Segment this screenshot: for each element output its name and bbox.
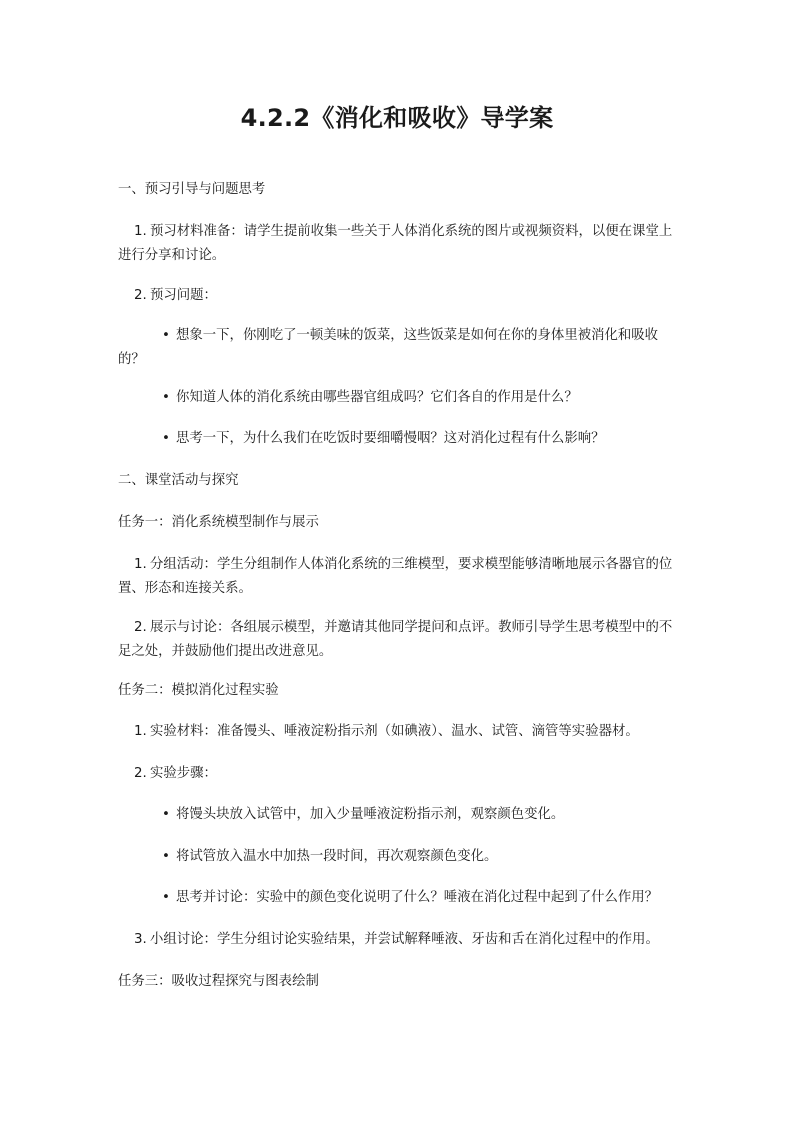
bullet-text: 将馒头块放入试管中，加入少量唾液淀粉指示剂，观察颜色变化。 <box>176 807 565 822</box>
list-item-group-discussion <box>118 928 678 952</box>
bullet-item <box>118 803 678 827</box>
bullet-text: 想象一下，你刚吃了一顿美味的饭菜，这些饭菜是如何在你的身体里被消化和吸收的？ <box>118 328 659 367</box>
list-item-text: 分组活动：学生分组制作人体消化系统的三维模型，要求模型能够清晰地展示各器官的位置、形态和连接关系。 <box>118 557 673 596</box>
list-item-materials <box>118 220 678 268</box>
list-item-text: 实验步骤： <box>150 766 217 781</box>
list-item-text: 实验材料：准备馒头、唾液淀粉指示剂（如碘液）、温水、试管、滴管等实验器材。 <box>150 724 639 739</box>
list-item-text: 展示与讨论：各组展示模型，并邀请其他同学提问和点评。教师引导学生思考模型中的不足之处，并鼓励他们提出改进意见。 <box>118 620 673 659</box>
bullet-text: 思考一下，为什么我们在吃饭时要细嚼慢咽？这对消化过程有什么影响？ <box>176 431 605 446</box>
bullet-icon: • <box>162 431 170 446</box>
bullet-icon: • <box>162 807 170 822</box>
bullet-icon: • <box>162 390 170 405</box>
task-heading-2: 任务二：模拟消化过程实验 <box>118 683 279 698</box>
task-heading-3: 任务三：吸收过程探究与图表绘制 <box>118 974 319 989</box>
bullet-item <box>118 427 678 451</box>
list-item-text: 小组讨论：学生分组讨论实验结果，并尝试解释唾液、牙齿和舌在消化过程中的作用。 <box>150 932 659 947</box>
list-number: 2. <box>134 766 147 781</box>
bullet-icon: • <box>162 890 170 905</box>
list-item-text: 预习材料准备：请学生提前收集一些关于人体消化系统的图片或视频资料，以便在课堂上进行分享和讨论。 <box>118 224 673 263</box>
list-number: 3. <box>134 932 147 947</box>
bullet-icon: • <box>162 328 170 343</box>
list-item-questions <box>118 284 678 308</box>
bullet-item <box>118 386 678 410</box>
list-number: 1. <box>134 224 147 239</box>
bullet-icon: • <box>162 849 170 864</box>
list-item-experiment-steps <box>118 762 678 786</box>
bullet-item <box>118 324 678 372</box>
bullet-text: 你知道人体的消化系统由哪些器官组成吗？它们各自的作用是什么？ <box>176 390 578 405</box>
list-number: 2. <box>134 288 147 303</box>
section-heading-classroom: 二、课堂活动与探究 <box>118 473 239 488</box>
bullet-item <box>118 886 678 910</box>
page-title: 4.2.2《消化和吸收》导学案 <box>240 104 554 132</box>
task-heading-1: 任务一：消化系统模型制作与展示 <box>118 515 319 530</box>
list-item-group-activity <box>118 553 678 601</box>
list-number: 2. <box>134 620 147 635</box>
list-number: 1. <box>134 724 147 739</box>
bullet-text: 将试管放入温水中加热一段时间，再次观察颜色变化。 <box>176 849 498 864</box>
bullet-text: 思考并讨论：实验中的颜色变化说明了什么？唾液在消化过程中起到了什么作用？ <box>176 890 659 905</box>
section-heading-preview: 一、预习引导与问题思考 <box>118 182 266 197</box>
list-number: 1. <box>134 557 147 572</box>
list-item-presentation <box>118 616 678 664</box>
list-item-experiment-materials <box>118 720 678 744</box>
bullet-item <box>118 845 678 869</box>
list-item-text: 预习问题： <box>150 288 217 303</box>
